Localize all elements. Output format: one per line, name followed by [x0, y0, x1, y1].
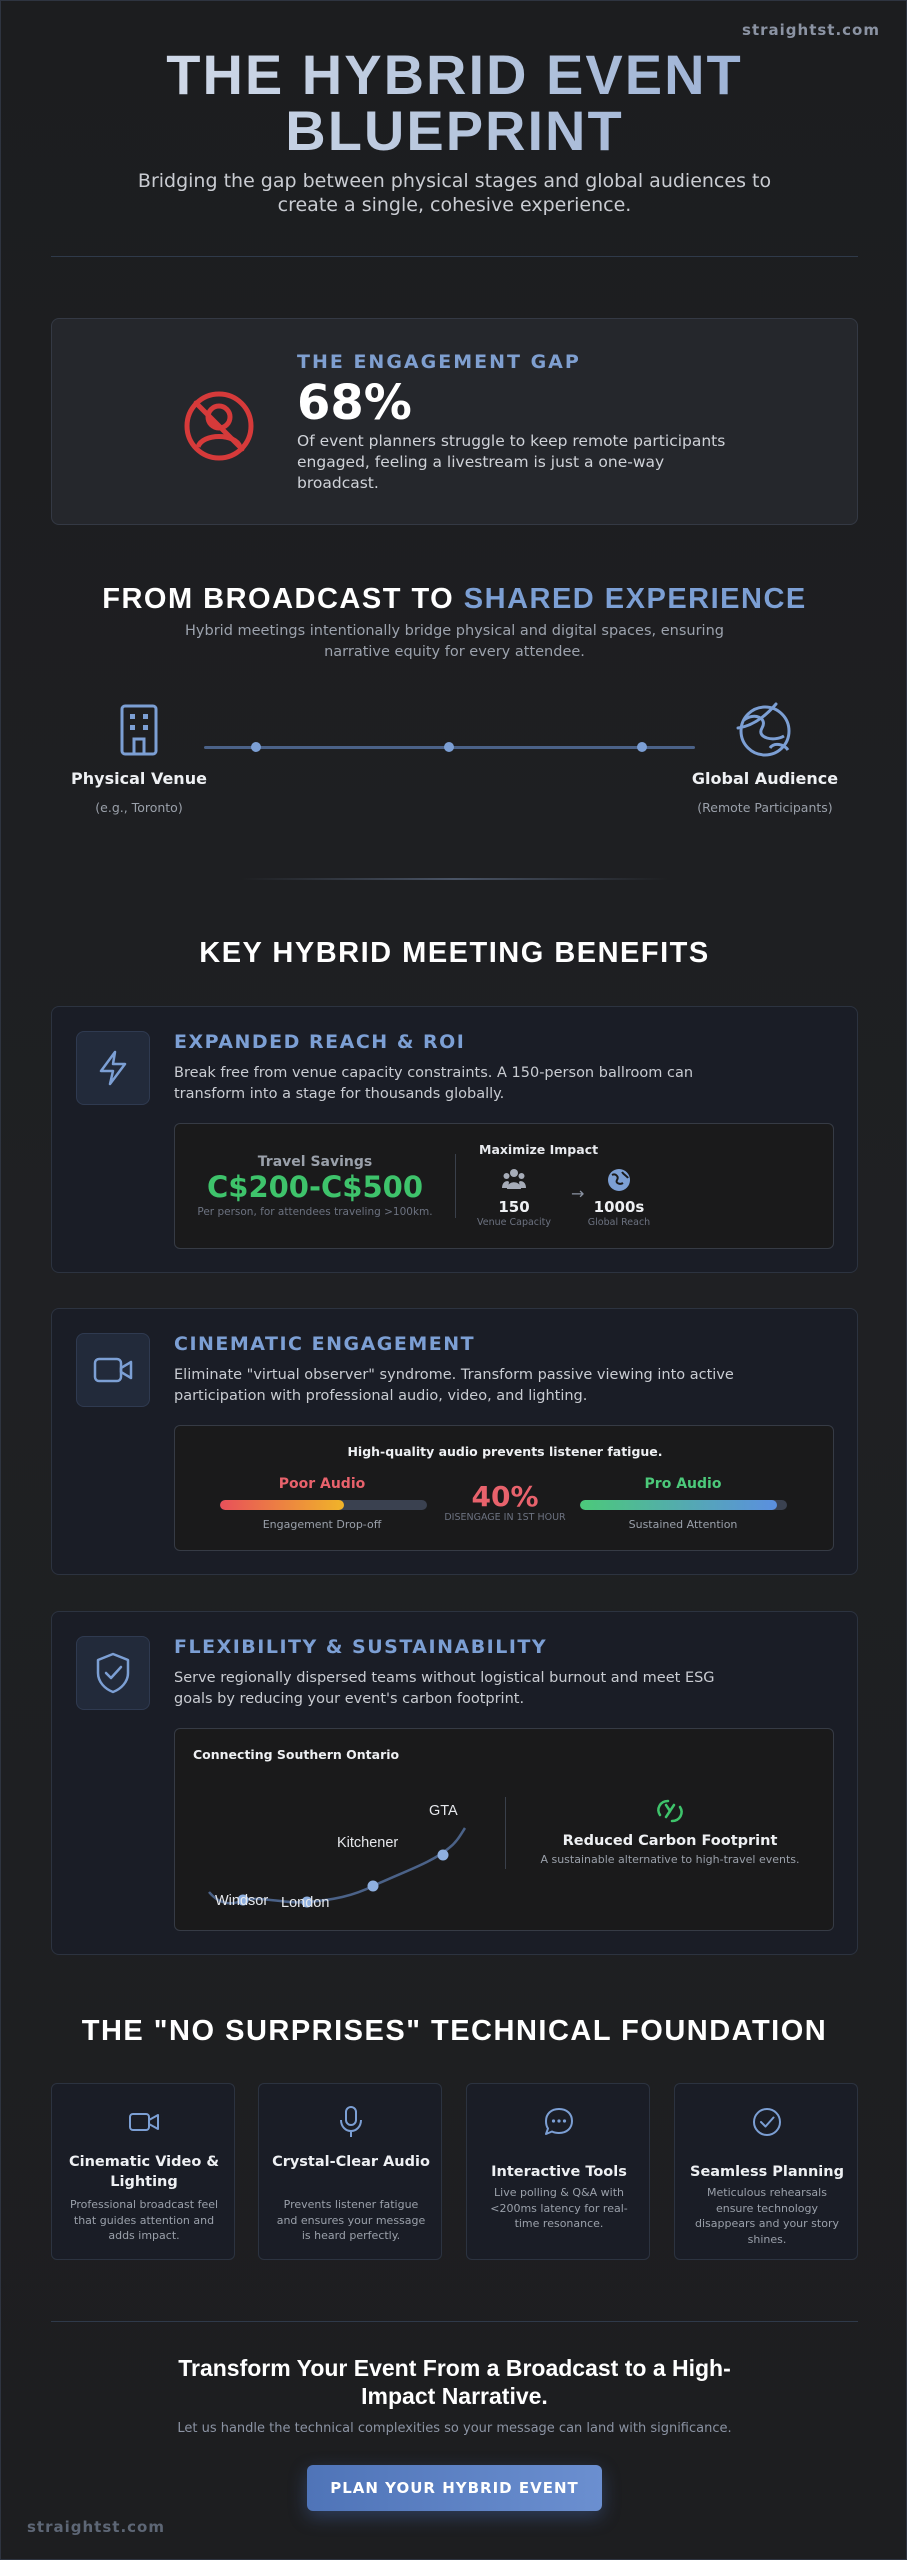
tile-desc: Meticulous rehearsals ensure technology disappears and your story shines. — [695, 2186, 839, 2246]
global-reach-label: Global Reach — [587, 1217, 651, 1228]
audio-quality-title: High-quality audio prevents listener fatigue. — [347, 1444, 663, 1459]
benefit-title: FLEXIBILITY & SUSTAINABILITY — [174, 1636, 548, 1658]
travel-savings-label: Travel Savings — [257, 1154, 373, 1170]
connection-dot — [444, 742, 454, 752]
maximize-impact-title: Maximize Impact — [479, 1142, 599, 1157]
engagement-gap-text: Of event planners struggle to keep remote participants engaged, feeling a livestream is just a one-way broadcast. — [297, 432, 726, 492]
divider — [241, 878, 668, 880]
recycle-icon — [654, 1797, 686, 1825]
engagement-gap-label: THE ENGAGEMENT GAP — [297, 351, 581, 373]
carbon-footprint-title: Reduced Carbon Footprint — [562, 1833, 778, 1849]
city-marker — [438, 1850, 449, 1861]
shared-experience-sub: Hybrid meetings intentionally bridge physical and digital spaces, ensuring narrative equity for every attendee. — [185, 623, 724, 660]
city-marker — [368, 1881, 379, 1892]
cta-sub: Let us handle the technical complexities so your message can land with significance. — [177, 2421, 732, 2436]
no-user-icon — [180, 387, 258, 465]
benefit-title: CINEMATIC ENGAGEMENT — [174, 1333, 476, 1355]
microphone-icon — [338, 2105, 364, 2139]
tile-desc: Live polling & Q&A with <200ms latency for real-time resonance. — [490, 2186, 628, 2230]
pro-audio-bar — [580, 1500, 787, 1510]
physical-venue-sub: (e.g., Toronto) — [95, 800, 183, 815]
tile-title: Cinematic Video & Lighting — [68, 2154, 219, 2190]
plan-hybrid-event-button[interactable]: PLAN YOUR HYBRID EVENT — [307, 2465, 602, 2511]
benefit-card-cinematic — [51, 1308, 858, 1575]
carbon-footprint-sub: A sustainable alternative to high-travel events. — [540, 1853, 800, 1866]
title-line-2: BLUEPRINT — [285, 99, 624, 162]
globe-icon — [734, 698, 796, 760]
foundation-tile-audio — [258, 2083, 442, 2260]
chat-bubble-icon — [543, 2106, 575, 2138]
reach-stats-panel — [174, 1123, 834, 1249]
globe-icon — [607, 1168, 631, 1192]
poor-audio-bar — [220, 1500, 427, 1510]
brand-logo-top[interactable]: straightst.com — [742, 21, 880, 39]
video-camera-icon — [128, 2110, 160, 2134]
title-line-1: THE HYBRID EVENT — [166, 43, 743, 106]
disengage-stat-sub: DISENGAGE IN 1ST HOUR — [444, 1512, 566, 1523]
divider — [51, 2321, 858, 2322]
tile-icon-box — [747, 2102, 787, 2142]
page-title — [1, 43, 907, 162]
tile-icon-box — [331, 2102, 371, 2142]
city-label-windsor: Windsor — [215, 1893, 269, 1909]
pro-audio-label: Pro Audio — [644, 1476, 722, 1492]
global-reach-value: 1000s — [593, 1198, 645, 1216]
foundation-heading: THE "NO SURPRISES" TECHNICAL FOUNDATION — [81, 2015, 828, 2047]
foundation-tile-planning — [674, 2083, 858, 2260]
audio-quality-panel — [174, 1425, 834, 1551]
poor-audio-sub: Engagement Drop-off — [262, 1518, 382, 1531]
tile-desc: Professional broadcast feel that guides attention and adds impact. — [69, 2198, 219, 2242]
global-audience-label: Global Audience — [691, 769, 839, 788]
engagement-gap-card — [51, 318, 858, 525]
divider — [51, 256, 858, 257]
benefit-desc: Eliminate "virtual observer" syndrome. Transform passive viewing into active participation with professional audio, video, and lighting. — [174, 1367, 734, 1404]
benefit-card-flexibility — [51, 1611, 858, 1955]
venue-capacity-label: Venue Capacity — [476, 1217, 552, 1228]
arrow-icon: → — [571, 1184, 585, 1203]
shield-check-icon — [93, 1651, 133, 1695]
connection-dot — [251, 742, 261, 752]
check-circle-icon — [751, 2106, 783, 2138]
poor-audio-bar-fill — [220, 1500, 344, 1510]
ontario-map-title: Connecting Southern Ontario — [193, 1747, 400, 1762]
physical-venue-label: Physical Venue — [71, 769, 207, 788]
disengage-stat: 40% — [471, 1480, 539, 1513]
travel-savings-value: C$200-C$500 — [206, 1170, 424, 1204]
tile-title: Interactive Tools — [491, 2164, 627, 2180]
ontario-map-panel — [174, 1728, 834, 1931]
pro-audio-bar-fill — [580, 1500, 777, 1510]
venue-capacity-value: 150 — [498, 1198, 530, 1216]
benefit-card-reach — [51, 1006, 858, 1273]
benefit-title: EXPANDED REACH & ROI — [174, 1031, 466, 1053]
tile-title: Crystal-Clear Audio — [272, 2154, 430, 2170]
poor-audio-label: Poor Audio — [278, 1476, 366, 1492]
benefit-icon-box — [76, 1031, 150, 1105]
benefits-heading: KEY HYBRID MEETING BENEFITS — [199, 937, 710, 969]
city-label-gta: GTA — [429, 1803, 458, 1819]
foundation-tile-interactive — [466, 2083, 650, 2260]
benefit-icon-box — [76, 1333, 150, 1407]
brand-logo-bottom[interactable]: straightst.com — [27, 2518, 165, 2536]
tile-icon-box — [124, 2102, 164, 2142]
tile-title: Seamless Planning — [690, 2164, 844, 2180]
foundation-tile-video — [51, 2083, 235, 2260]
benefit-desc: Break free from venue capacity constraints. A 150-person ballroom can transform into a stage for thousands globally. — [174, 1065, 694, 1102]
tile-desc: Prevents listener fatigue and ensures your message is heard perfectly. — [276, 2198, 426, 2242]
city-label-kitchener: Kitchener — [337, 1835, 399, 1851]
people-icon — [502, 1168, 526, 1190]
lightning-icon — [93, 1048, 133, 1088]
cta-title: Transform Your Event From a Broadcast to a High-Impact Narrative. — [178, 2355, 731, 2409]
pro-audio-sub: Sustained Attention — [628, 1518, 738, 1531]
page-subtitle: Bridging the gap between physical stages and global audiences to create a single, cohesive experience. — [137, 170, 772, 216]
engagement-gap-stat: 68% — [297, 375, 412, 431]
building-icon — [114, 703, 164, 757]
heading-part-2: SHARED EXPERIENCE — [463, 583, 807, 615]
connection-dot — [637, 742, 647, 752]
heading-part-1: FROM BROADCAST TO — [102, 583, 464, 615]
benefit-icon-box — [76, 1636, 150, 1710]
travel-savings-note: Per person, for attendees traveling >100km. — [197, 1206, 433, 1218]
benefit-desc: Serve regionally dispersed teams without logistical burnout and meet ESG goals by reducing your event's carbon footprint. — [174, 1670, 715, 1707]
global-audience-sub: (Remote Participants) — [697, 800, 833, 815]
divider — [455, 1154, 456, 1218]
tile-icon-box — [539, 2102, 579, 2142]
city-label-london: London — [281, 1895, 330, 1911]
video-camera-icon — [92, 1353, 134, 1387]
shared-experience-heading — [1, 583, 907, 616]
